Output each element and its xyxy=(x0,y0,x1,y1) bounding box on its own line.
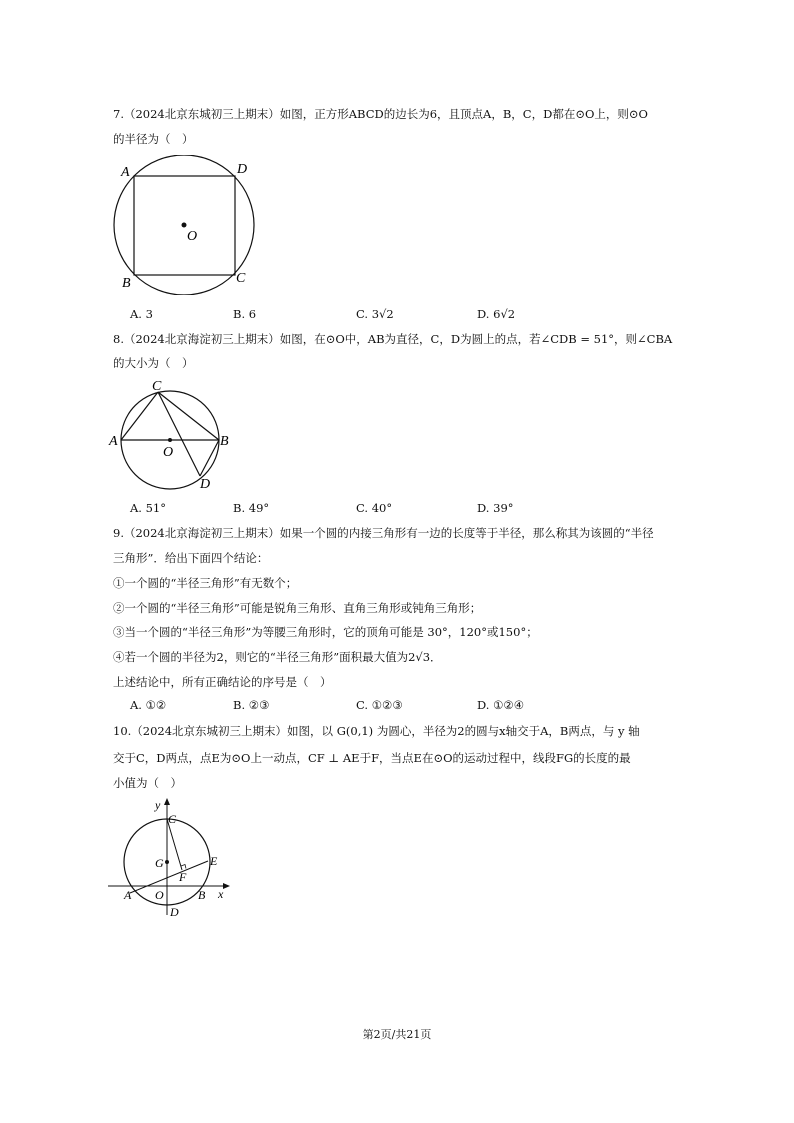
q10-label-o: O xyxy=(155,888,164,902)
q7-label-d: D xyxy=(237,162,248,177)
q9-statement-3: ③当一个圆的“半径三角形”为等腰三角形时，它的顶角可能是 30°，120°或150°； xyxy=(113,625,538,639)
q9-stem-line1: 9.（2024北京海淀初三上期末）如果一个圆的内接三角形有一边的长度等于半径，那么称其为该圆的“半径 xyxy=(113,526,654,540)
q8-label-a: A xyxy=(109,434,118,449)
q10-x-axis-arrow xyxy=(223,883,230,889)
q10-figure xyxy=(108,795,238,923)
page-footer: 第2页/共21页 xyxy=(362,1028,432,1041)
q9-statement-4: ④若一个圆的半径为2，则它的“半径三角形”面积最大值为2√3． xyxy=(113,650,442,664)
q10-label-a: A xyxy=(124,888,132,902)
q10-label-c: C xyxy=(168,812,177,826)
q10-point-g xyxy=(165,860,169,864)
q9-option-d[interactable]: D. ①②④ xyxy=(477,698,525,712)
q7-stem-line1: 7.（2024北京东城初三上期末）如图，正方形ABCD的边长为6，且顶点A，B，C，D都在⊙O上，则⊙O xyxy=(113,107,648,121)
q8-chord-cd xyxy=(158,392,200,476)
q7-label-a: A xyxy=(121,165,130,180)
q9-question: 上述结论中，所有正确结论的序号是（ ） xyxy=(113,675,332,689)
q10-line-ae xyxy=(130,861,208,893)
q8-option-d[interactable]: D. 39° xyxy=(477,501,514,515)
q10-stem-line3: 小值为（ ） xyxy=(113,776,182,790)
q8-option-a[interactable]: A. 51° xyxy=(130,501,166,515)
q8-center-point xyxy=(168,438,172,442)
q8-label-d: D xyxy=(200,477,211,492)
q8-stem-line1: 8.（2024北京海淀初三上期末）如图，在⊙O中，AB为直径，C，D为圆上的点，若∠CDB = 51°，则∠CBA xyxy=(113,332,673,346)
q7-figure xyxy=(108,155,268,295)
q10-label-e: E xyxy=(210,854,218,868)
q8-label-o: O xyxy=(163,445,174,460)
q10-stem-line2: 交于C，D两点，点E为⊙O上一动点，CF ⊥ AE于F，当点E在⊙O的运动过程中，线段FG的长度的最 xyxy=(113,751,631,765)
q7-label-o: O xyxy=(187,229,198,244)
q10-stem-line1: 10.（2024北京东城初三上期末）如图，以 G(0,1) 为圆心，半径为2的圆与x轴交于A，B两点，与 y 轴 xyxy=(113,724,640,738)
q10-label-f: F xyxy=(179,870,187,884)
q10-segment-cf xyxy=(167,819,182,870)
q10-label-d: D xyxy=(170,905,179,919)
q7-option-a[interactable]: A. 3 xyxy=(130,307,153,321)
q10-label-b: B xyxy=(198,888,206,902)
q8-stem-line2: 的大小为（ ） xyxy=(113,356,194,370)
q9-statement-1: ①一个圆的“半径三角形”有无数个； xyxy=(113,576,298,590)
q10-label-g: G xyxy=(155,856,164,870)
q10-label-y: y xyxy=(155,798,161,812)
q8-label-c: C xyxy=(152,379,162,394)
q8-option-b[interactable]: B. 49° xyxy=(233,501,270,515)
q7-option-b[interactable]: B. 6 xyxy=(233,307,257,321)
q10-y-axis-arrow xyxy=(164,798,170,805)
q9-option-c[interactable]: C. ①②③ xyxy=(356,698,403,712)
q9-statement-2: ②一个圆的“半径三角形”可能是锐角三角形、直角三角形或钝角三角形； xyxy=(113,601,482,615)
q9-option-b[interactable]: B. ②③ xyxy=(233,698,270,712)
q7-center-point xyxy=(182,223,187,228)
q8-figure xyxy=(108,378,238,493)
q8-chord-ca xyxy=(121,392,158,440)
q7-stem-line2: 的半径为（ ） xyxy=(113,132,194,146)
q10-label-x: x xyxy=(218,887,224,901)
q7-option-d[interactable]: D. 6√2 xyxy=(477,307,516,321)
q9-option-a[interactable]: A. ①② xyxy=(130,698,167,712)
q8-chord-cb xyxy=(158,392,219,440)
q7-label-c: C xyxy=(236,271,246,286)
q7-label-b: B xyxy=(122,276,131,291)
q8-option-c[interactable]: C. 40° xyxy=(356,501,393,515)
q9-stem-line2: 三角形”．给出下面四个结论： xyxy=(113,551,269,565)
q7-option-c[interactable]: C. 3√2 xyxy=(356,307,394,321)
q8-label-b: B xyxy=(220,434,229,449)
